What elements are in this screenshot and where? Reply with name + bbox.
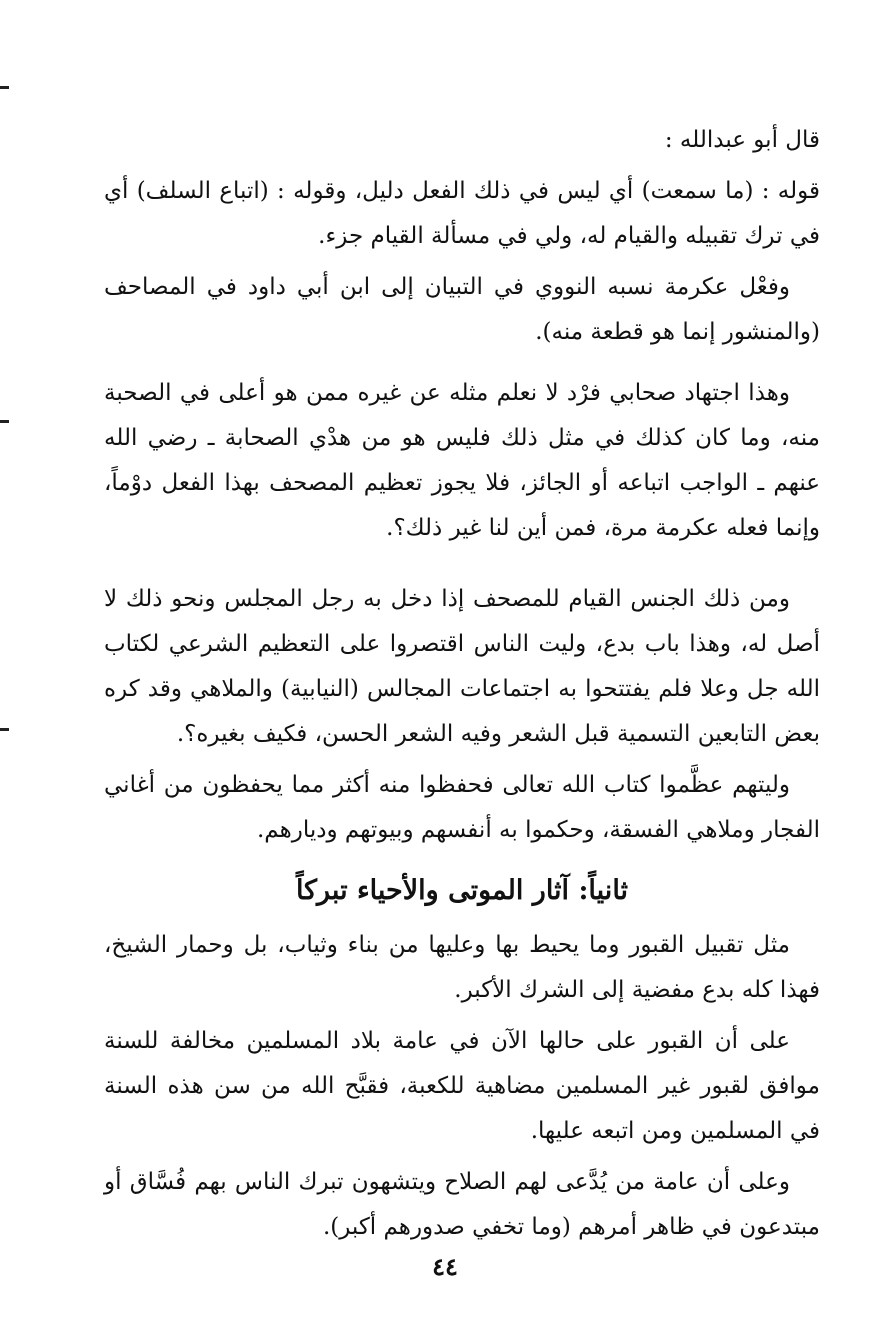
- paragraph: مثل تقبيل القبور وما يحيط بها وعليها من بناء وثياب، بل وحمار الشيخ، فهذا كله بدع مفضية إلى الشرك الأكبر.: [104, 932, 820, 1003]
- scan-edge-mark: [0, 86, 9, 89]
- page-number: ٤٤: [432, 1252, 458, 1281]
- paragraph: قوله : (ما سمعت) أي ليس في ذلك الفعل دليل، وقوله : (اتباع السلف) أي في ترك تقبيله والقيام له، ولي في مسألة القيام جزء.: [104, 178, 820, 249]
- paragraph: وعلى أن عامة من يُدَّعى لهم الصلاح ويتشهون تبرك الناس بهم فُسَّاق أو مبتدعون في ظاهر أمرهم (وما تخفي صدورهم أكبر).: [104, 1169, 820, 1240]
- intro-line: قال أبو عبدالله :: [664, 127, 820, 153]
- section-heading: ثانياً: آثار الموتى والأحياء تبركاً: [295, 875, 629, 906]
- paragraph: وفعْل عكرمة نسبه النووي في التبيان إلى ابن أبي داود في المصاحف (والمنشور إنما هو قطعة منه).: [104, 274, 820, 345]
- paragraph: وليتهم عظَّموا كتاب الله تعالى فحفظوا منه أكثر مما يحفظون من أغاني الفجار وملاهي الفسقة، وحكموا به أنفسهم وبيوتهم وديارهم.: [104, 772, 820, 843]
- paragraph: وهذا اجتهاد صحابي فرْد لا نعلم مثله عن غيره ممن هو أعلى في الصحبة منه، وما كان كذلك في مثل ذلك فليس هو من هدْي الصحابة ـ رضي الله عنهم ـ الواجب اتباعه أو الجائز، فلا يجوز تعظيم المصحف بهذا الفعل دوْماً، وإنما فعله عكرمة مرة، فمن أين لنا غير ذلك؟.: [104, 380, 820, 541]
- scan-edge-mark: [0, 728, 9, 731]
- paragraph: ومن ذلك الجنس القيام للمصحف إذا دخل به رجل المجلس ونحو ذلك لا أصل له، وهذا باب بدع، وليت الناس اقتصروا على التعظيم الشرعي لكتاب الله جل وعلا فلم يفتتحوا به اجتماعات المجالس (النيابية) والملاهي وقد كره بعض التابعين التسمية قبل الشعر وفيه الشعر الحسن، فكيف بغيره؟.: [104, 586, 820, 747]
- paragraph: على أن القبور على حالها الآن في عامة بلاد المسلمين مخالفة للسنة موافق لقبور غير المسلمين مضاهية للكعبة، فقبَّح الله من سن هذه السنة في المسلمين ومن اتبعه عليها.: [104, 1028, 820, 1144]
- scan-edge-mark: [0, 420, 9, 423]
- page-body: [104, 118, 820, 1250]
